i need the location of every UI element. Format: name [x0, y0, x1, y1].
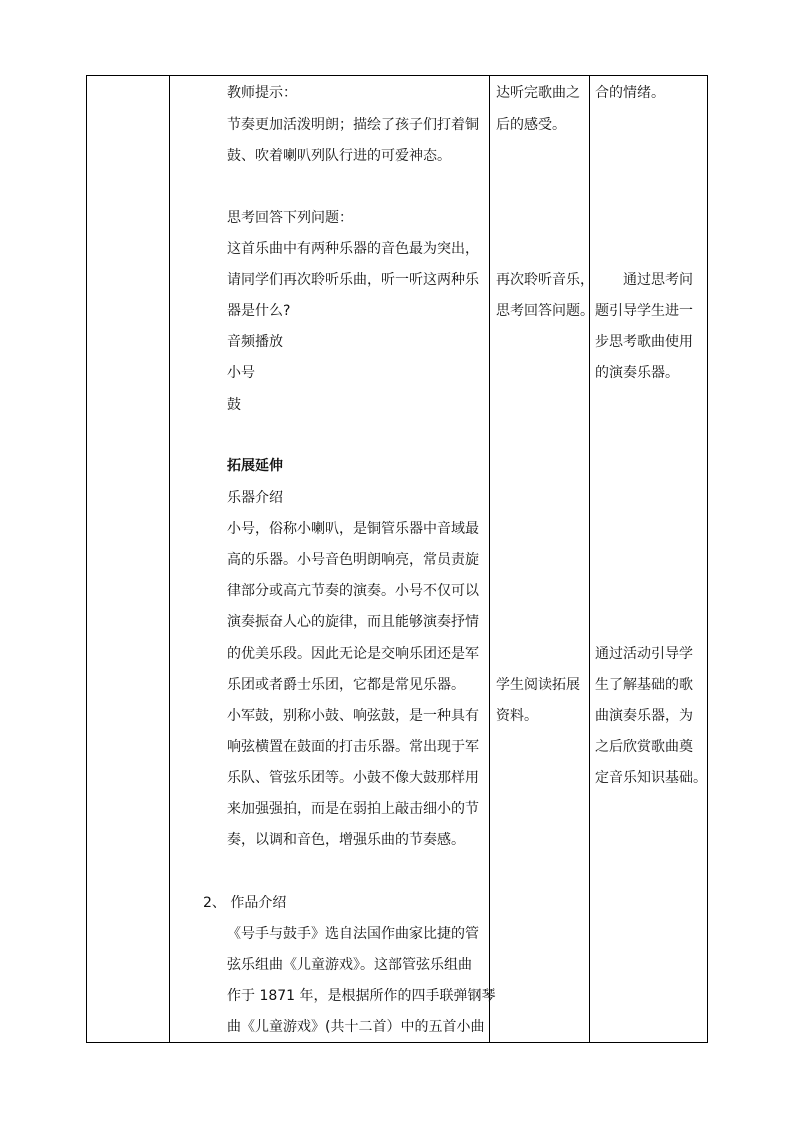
text-line: 乐器介绍	[227, 490, 283, 506]
text-line: 曲演奏乐器，为	[595, 708, 693, 724]
column-divider	[169, 76, 170, 1042]
section-heading: 2、 作品介绍	[203, 895, 287, 911]
text-line: 通过思考问	[623, 272, 693, 288]
text-line: 小号，俗称小喇叭，是铜管乐器中音域最	[227, 521, 479, 537]
text-line: 的演奏乐器。	[595, 365, 679, 381]
column-divider	[489, 76, 490, 1042]
text-line: 定音乐知识基础。	[595, 770, 707, 786]
text-line: 思考回答问题。	[496, 303, 594, 319]
column-divider	[589, 76, 590, 1042]
text-line: 的优美乐段。因此无论是交响乐团还是军	[227, 646, 479, 662]
text-line: 通过活动引导学	[595, 646, 693, 662]
text-line: 小号	[227, 365, 255, 381]
text-line: 演奏振奋人心的旋律，而且能够演奏抒情	[227, 614, 479, 630]
text-line: 后的感受。	[496, 117, 566, 133]
text-line: 思考回答下列问题：	[227, 210, 353, 226]
text-line: 题引导学生进一	[595, 303, 693, 319]
text-line: 请同学们再次聆听乐曲，听一听这两种乐	[227, 272, 479, 288]
text-line: 合的情绪。	[595, 85, 665, 101]
text-line: 乐团或者爵士乐团，它都是常见乐器。	[227, 677, 465, 693]
text-line: 来加强强拍，而是在弱拍上敲击细小的节	[227, 801, 479, 817]
text-line: 学生阅读拓展	[496, 677, 580, 693]
text-line: 步思考歌曲使用	[595, 334, 693, 350]
text-line: 曲《儿童游戏》(共十二首）中的五首小曲	[227, 1019, 485, 1035]
text-line: 《号手与鼓手》选自法国作曲家比捷的管	[227, 926, 479, 942]
text-line: 小军鼓，别称小鼓、响弦鼓，是一种具有	[227, 708, 479, 724]
text-line: 生了解基础的歌	[595, 677, 693, 693]
text-line: 奏，以调和音色，增强乐曲的节奏感。	[227, 832, 465, 848]
text-line: 高的乐器。小号音色明朗响亮，常员责旋	[227, 552, 479, 568]
text-line: 鼓	[227, 397, 241, 413]
section-heading: 拓展延伸	[227, 458, 283, 474]
text-line: 教师提示：	[227, 85, 297, 101]
text-line: 律部分或高亢节奏的演奏。小号不仅可以	[227, 583, 479, 599]
text-line: 乐队、管弦乐团等。小鼓不像大鼓那样用	[227, 770, 479, 786]
text-line: 鼓、吹着喇叭列队行进的可爱神态。	[227, 148, 451, 164]
text-line: 达听完歌曲之	[496, 85, 580, 101]
text-line: 节奏更加活泼明朗；描绘了孩子们打着铜	[227, 117, 479, 133]
text-line: 这首乐曲中有两种乐器的音色最为突出，	[227, 241, 479, 257]
text-line: 作于 1871 年，是根据所作的四手联弹钢琴	[227, 988, 496, 1004]
text-line: 音频播放	[227, 334, 283, 350]
text-line: 再次聆听音乐，	[496, 272, 594, 288]
text-line: 响弦横置在鼓面的打击乐器。常出现于军	[227, 739, 479, 755]
text-line: 弦乐组曲《儿童游戏》。这部管弦乐组曲	[227, 957, 472, 973]
text-line: 器是什么?	[227, 303, 291, 319]
text-line: 之后欣赏歌曲奠	[595, 739, 693, 755]
text-line: 资料。	[496, 708, 538, 724]
